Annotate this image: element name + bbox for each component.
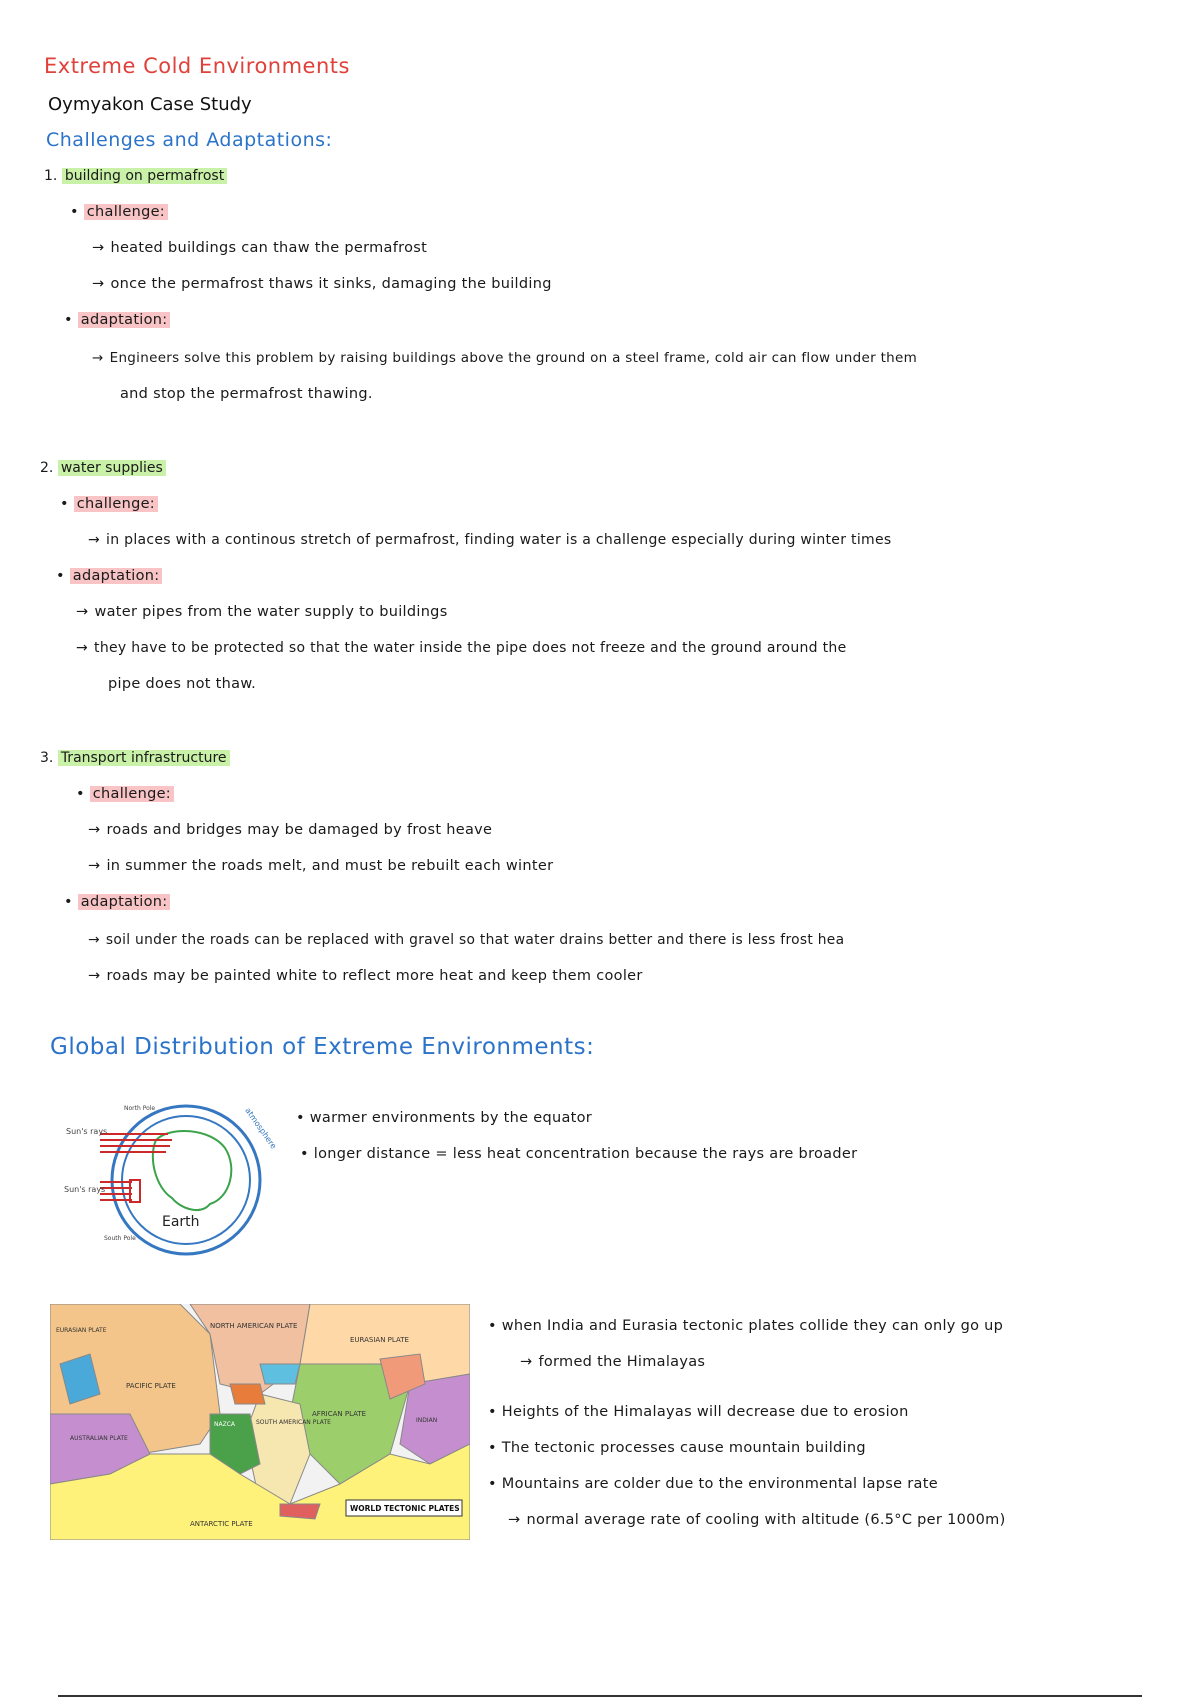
case-study-heading: Oymyakon Case Study xyxy=(48,94,252,115)
arrow-icon: → xyxy=(88,858,101,874)
map-title: WORLD TECTONIC PLATES xyxy=(350,1504,460,1513)
cocos-plate xyxy=(230,1384,265,1404)
suns-rays-label-1: Sun's rays xyxy=(66,1127,108,1136)
section-1-adaptation-line: and stop the permafrost thawing. xyxy=(120,386,373,402)
section-1-adaptation-label: • adaptation: xyxy=(64,312,170,328)
earth-diagram xyxy=(60,1098,290,1268)
indian-label: INDIAN xyxy=(416,1417,438,1424)
arrow-icon: → xyxy=(88,822,101,838)
global-distribution-heading: Global Distribution of Extreme Environments: xyxy=(50,1034,595,1060)
section-2-heading xyxy=(40,460,166,476)
australian-label: AUSTRALIAN PLATE xyxy=(70,1435,128,1442)
land-outline xyxy=(153,1131,231,1210)
arrow-icon: → xyxy=(520,1354,533,1370)
eurasian-left-label: EURASIAN PLATE xyxy=(56,1327,107,1334)
antarctic-label: ANTARCTIC PLATE xyxy=(190,1520,253,1528)
section-3-adaptation-line: → soil under the roads can be replaced with gravel so that water drains better and there is less frost hea xyxy=(88,932,845,948)
section-2-challenge-label: • challenge: xyxy=(60,496,158,512)
north-pole-label: North Pole xyxy=(124,1105,156,1112)
pacific-label: PACIFIC PLATE xyxy=(126,1382,176,1390)
caribbean-plate xyxy=(260,1364,300,1384)
tectonic-sub-bullet: → formed the Himalayas xyxy=(520,1354,706,1370)
challenges-heading: Challenges and Adaptations: xyxy=(46,129,333,151)
section-2-adaptation-line: → water pipes from the water supply to buildings xyxy=(76,604,448,620)
arrow-icon: → xyxy=(76,640,89,656)
arrow-icon: → xyxy=(92,350,104,366)
south-pole-label: South Pole xyxy=(104,1235,136,1242)
suns-rays-label-2: Sun's rays xyxy=(64,1185,106,1194)
section-3-challenge-line: → roads and bridges may be damaged by frost heave xyxy=(88,822,493,838)
section-3-challenge-label: • challenge: xyxy=(76,786,174,802)
section-2-adaptation-label: • adaptation: xyxy=(56,568,162,584)
tectonic-sub-bullet: → normal average rate of cooling with altitude (6.5°C per 1000m) xyxy=(508,1512,1006,1528)
section-3-adaptation-label: • adaptation: xyxy=(64,894,170,910)
section-1-challenge-line: → once the permafrost thaws it sinks, damaging the building xyxy=(92,276,552,292)
earth-label: Earth xyxy=(162,1214,200,1230)
tectonic-bullet: • when India and Eurasia tectonic plates collide they can only go up xyxy=(488,1318,1004,1334)
section-3-title: Transport infrastructure xyxy=(58,750,230,766)
section-1-adaptation-line: → Engineers solve this problem by raising buildings above the ground on a steel frame, cold air can flow under them xyxy=(92,350,918,366)
arrow-icon: → xyxy=(88,932,100,948)
section-2-title: water supplies xyxy=(58,460,166,476)
arrow-icon: → xyxy=(88,968,101,984)
arrow-icon: → xyxy=(92,276,105,292)
page-title: Extreme Cold Environments xyxy=(44,54,350,78)
tectonic-bullet: • The tectonic processes cause mountain building xyxy=(488,1440,866,1456)
section-3-adaptation-line: → roads may be painted white to reflect more heat and keep them cooler xyxy=(88,968,643,984)
tectonic-bullet: • Mountains are colder due to the environmental lapse rate xyxy=(488,1476,938,1492)
section-3-challenge-line: → in summer the roads melt, and must be rebuilt each winter xyxy=(88,858,554,874)
arrow-icon: → xyxy=(88,532,101,548)
north-american-label: NORTH AMERICAN PLATE xyxy=(210,1322,298,1330)
ray-target-box xyxy=(130,1180,140,1202)
nazca-label: NAZCA xyxy=(214,1421,235,1428)
atmosphere-label: atmosphere xyxy=(243,1106,279,1151)
section-2-challenge-line: → in places with a continous stretch of permafrost, finding water is a challenge especially during winter times xyxy=(88,532,892,548)
arrow-icon: → xyxy=(508,1512,521,1528)
section-1-challenge-label: • challenge: xyxy=(70,204,168,220)
section-1-title: building on permafrost xyxy=(62,168,227,184)
south-american-label: SOUTH AMERICAN PLATE xyxy=(256,1419,331,1426)
eurasian-label: EURASIAN PLATE xyxy=(350,1336,409,1344)
tectonic-bullet: • Heights of the Himalayas will decrease due to erosion xyxy=(488,1404,909,1420)
earth-bullet: • longer distance = less heat concentration because the rays are broader xyxy=(300,1146,858,1162)
section-1-number: 1. xyxy=(44,168,58,184)
arrow-icon: → xyxy=(92,240,105,256)
scotia-plate xyxy=(280,1504,320,1519)
section-2-number: 2. xyxy=(40,460,54,476)
earth-bullet: • warmer environments by the equator xyxy=(296,1110,593,1126)
section-1-challenge-line: → heated buildings can thaw the permafrost xyxy=(92,240,428,256)
african-label: AFRICAN PLATE xyxy=(312,1410,367,1418)
section-3-heading xyxy=(40,750,230,766)
section-2-adaptation-line: → they have to be protected so that the water inside the pipe does not freeze and the ground around the xyxy=(76,640,847,656)
bottom-divider xyxy=(58,1695,1142,1697)
tectonic-plates-map xyxy=(50,1304,470,1540)
section-3-number: 3. xyxy=(40,750,54,766)
arrow-icon: → xyxy=(76,604,89,620)
section-1-heading xyxy=(44,168,227,184)
section-2-adaptation-line: pipe does not thaw. xyxy=(108,676,257,692)
